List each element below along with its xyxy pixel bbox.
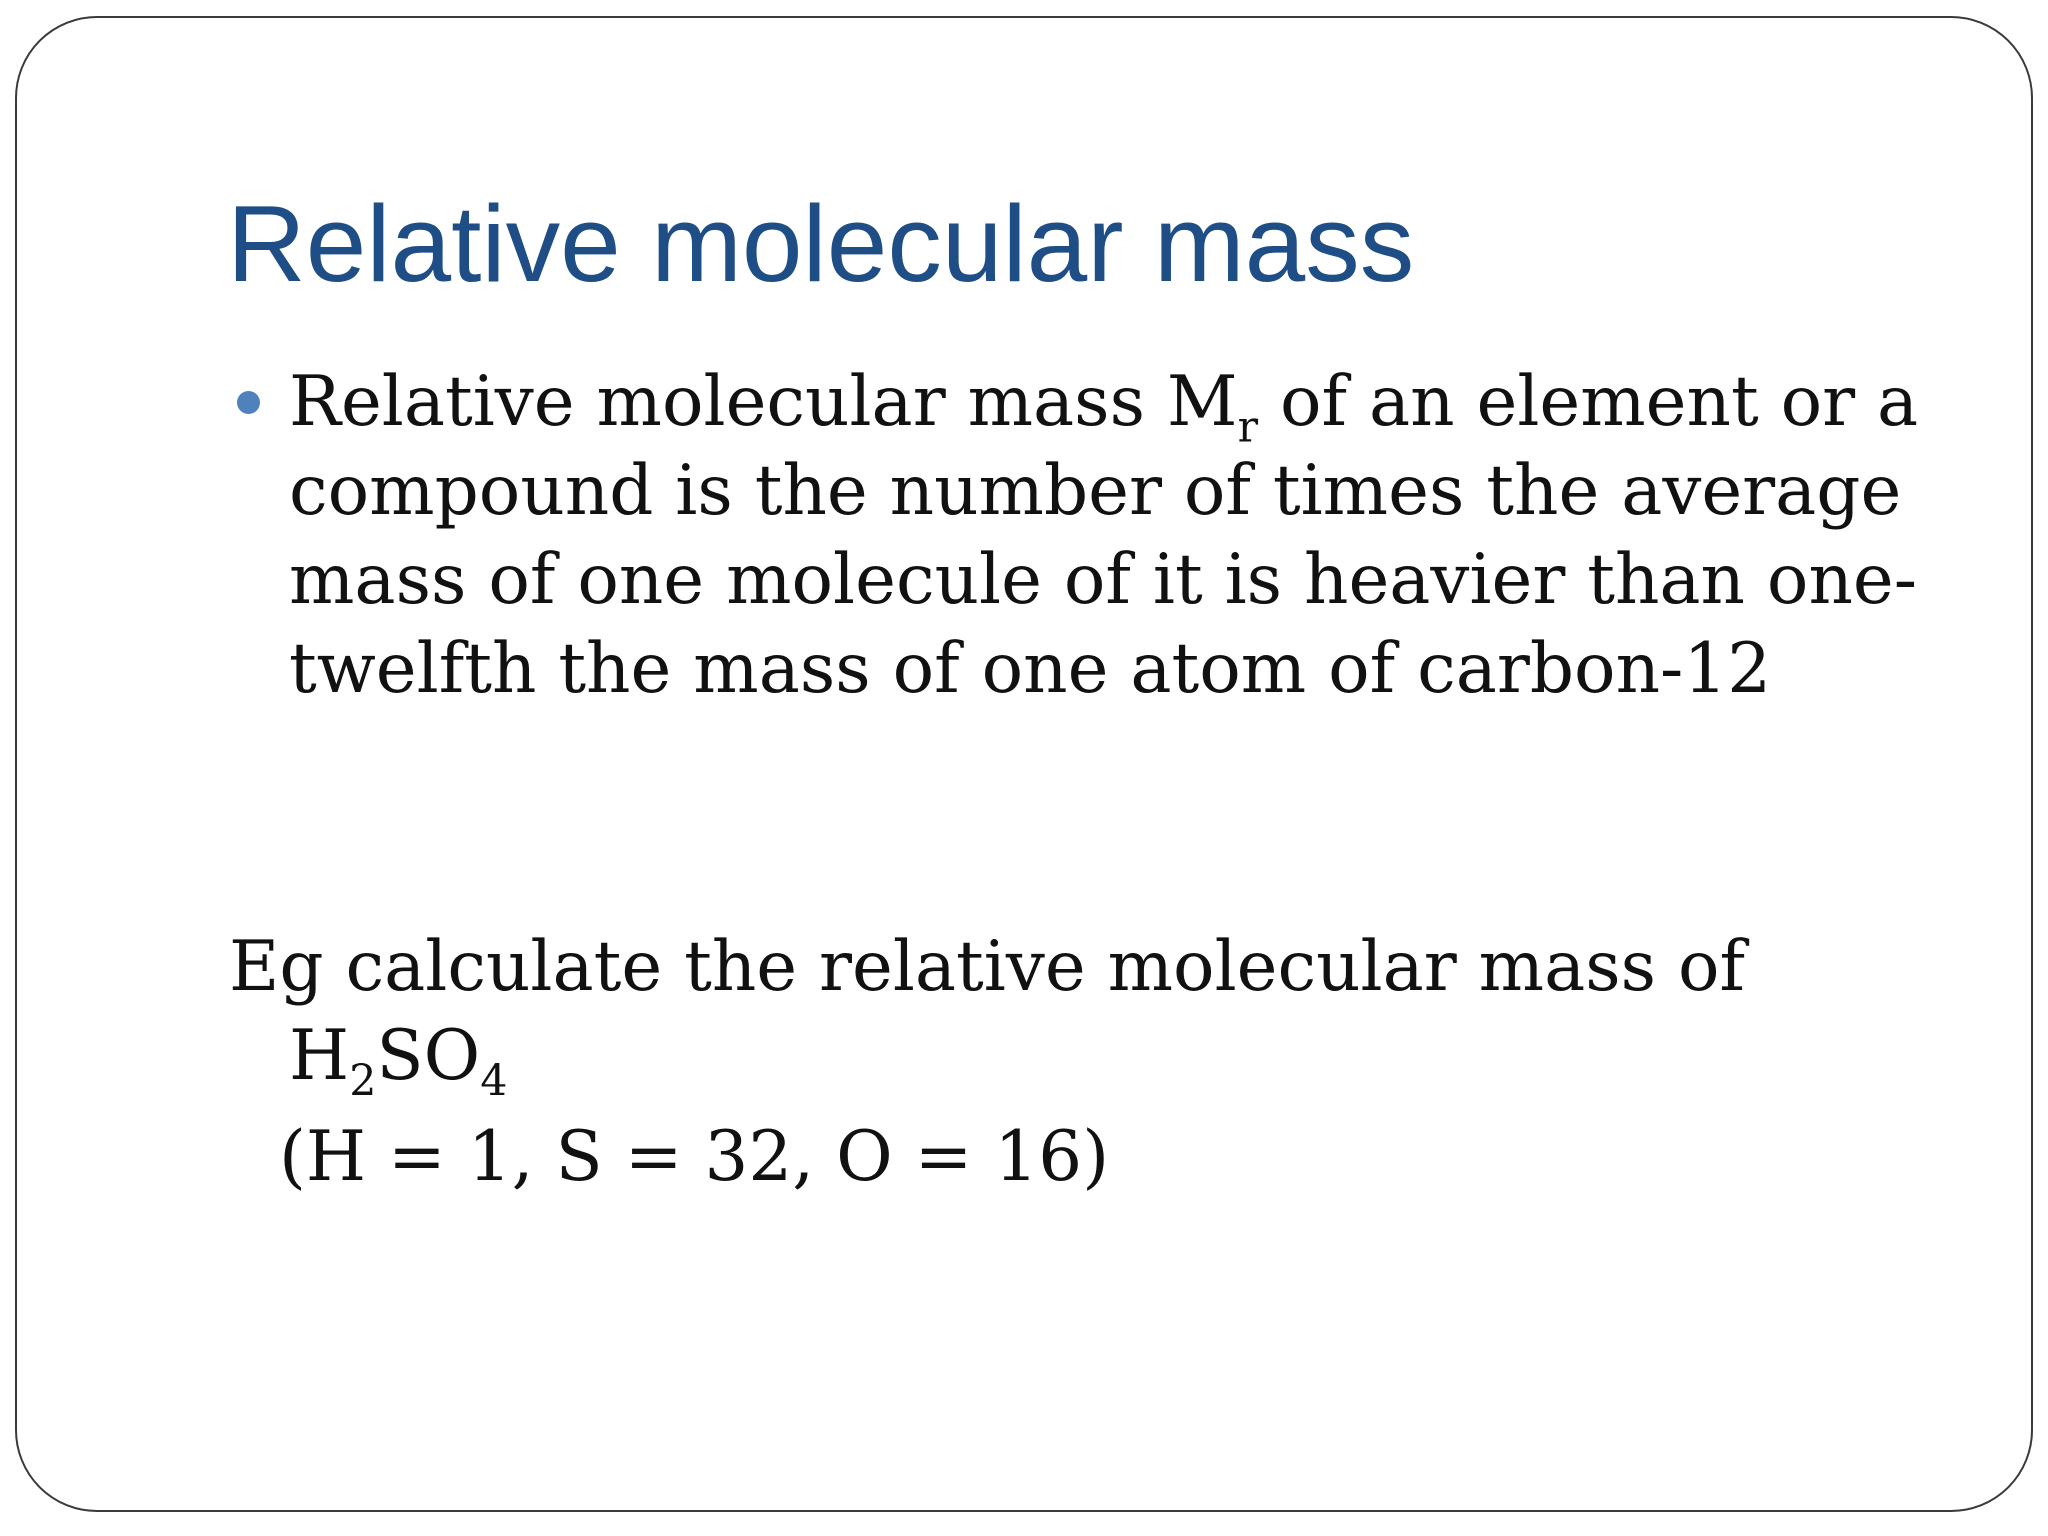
chemical-formula <box>229 1012 1949 1107</box>
definition-text <box>289 358 1969 714</box>
example-question: Eg calculate the relative molecular mass of <box>229 927 1746 1007</box>
definition-text-start: Relative molecular mass M <box>289 362 1238 442</box>
formula-h: H <box>289 1016 350 1096</box>
formula-so: SO <box>376 1016 481 1096</box>
definition-bullet <box>289 358 1969 714</box>
mr-subscript: r <box>1237 402 1259 453</box>
definition-text-end: of an element or a compound is the number of times the average mass of one molecule of it is heavier than one-twelfth the mass of one atom of carbon-12 <box>289 362 1919 709</box>
atomic-masses: (H = 1, S = 32, O = 16) <box>279 1117 1110 1197</box>
bullet-dot-icon <box>237 391 260 414</box>
formula-o-subscript: 4 <box>480 1056 508 1107</box>
slide-title: Relative molecular mass <box>227 183 1415 305</box>
example-block <box>229 923 1949 1202</box>
formula-h-subscript: 2 <box>349 1056 377 1107</box>
slide-frame <box>15 16 2033 1512</box>
